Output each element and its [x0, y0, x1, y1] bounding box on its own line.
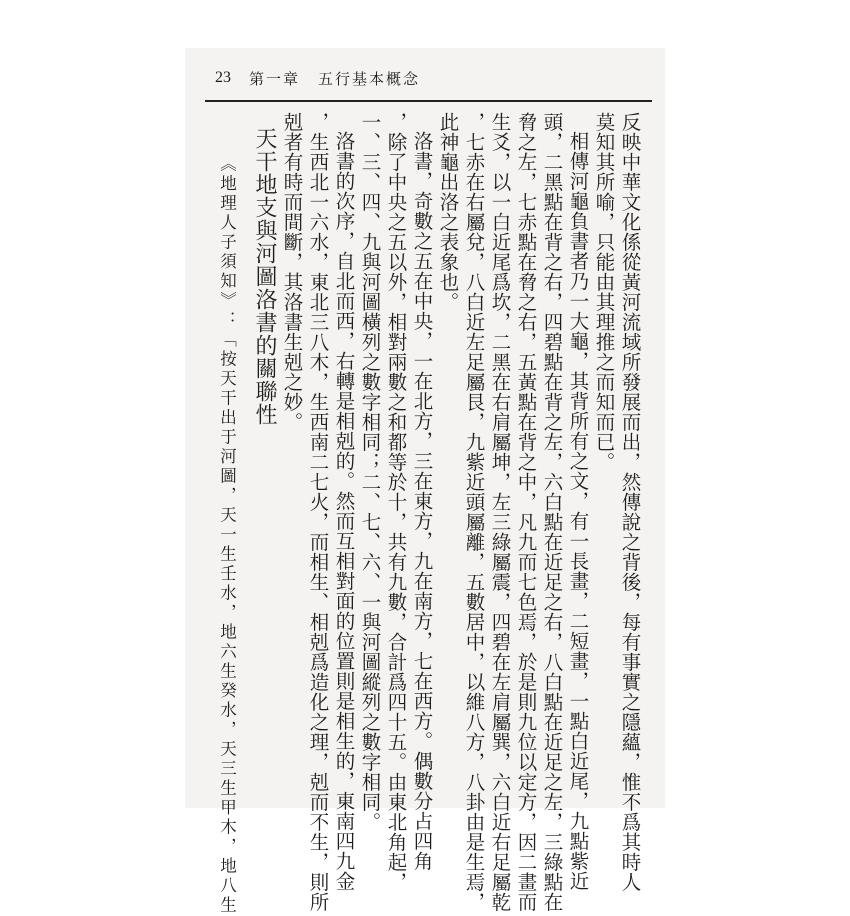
text-column-4: 頭，二黑點在背之右，四碧點在背之左，六白點在近足之右，八白點在近足之左，三綠點在: [540, 112, 564, 912]
text-column-14: 剋者有時而間斷，其洛書生剋之妙。: [280, 112, 304, 432]
text-column-9: 洛書，奇數之五在中央，一在北方，三在東方，九在南方，七在西方。偶數分占四角: [410, 131, 434, 871]
text-column-7: ，七赤在右屬兌，八白近左足屬艮，九紫近頭屬離，五數居中，以維八方，八卦由是生焉，: [462, 112, 486, 912]
section-heading: 天干地支與河圖洛書的關聯性: [252, 127, 277, 426]
text-column-5: 脅之左，七赤點在脅之右，五黃點在背之中，凡九而七色焉，於是則九位以定方，因二畫而: [514, 112, 538, 912]
text-column-12: 洛書的次序，自北而西，右轉是相剋的。然而互相對面的位置則是相生的，東南四九金: [332, 131, 356, 891]
text-column-1: 反映中華文化係從黃河流域所發展而出，然傳說之背後，每有事實之隱蘊，惟不爲其時人: [618, 112, 642, 892]
text-column-10: ，除了中央之五以外，相對兩數之和都等於十，共有九數，合計爲四十五。由東北角起，: [384, 112, 408, 892]
chapter-title: 五行基本概念: [318, 69, 421, 88]
quote-column: 《地理人子須知》：「按天干出于河圖，天一生壬水，地六生癸水，天三生甲木，地八生: [217, 155, 237, 916]
header-rule: [205, 100, 652, 102]
chapter-label: 第一章: [249, 69, 301, 88]
text-column-8: 此神龜出洛之表象也。: [436, 112, 460, 312]
text-column-3: 相傳河龜負書者乃一大龜，其背所有之文，有一長畫，二短畫，一點白近尾，九點紫近: [566, 131, 590, 891]
text-column-13: ，生西北一六水，東北三八木，生西南二七火，而相生、相剋爲造化之理，剋而不生，則所: [306, 112, 330, 912]
text-column-6: 生爻，以一白近尾爲坎，二黑在右肩屬坤，左三綠屬震，四碧在左肩屬巽，六白近右足屬乾: [488, 112, 512, 912]
page-number: 23: [215, 69, 231, 86]
text-column-11: 一、三、四、九與河圖橫列之數字相同；二、七、六、一與河圖縱列之數字相同。: [358, 112, 382, 832]
running-header: [215, 66, 420, 90]
text-column-2: 莫知其所喻，只能由其理推之而知而已。: [592, 112, 616, 472]
